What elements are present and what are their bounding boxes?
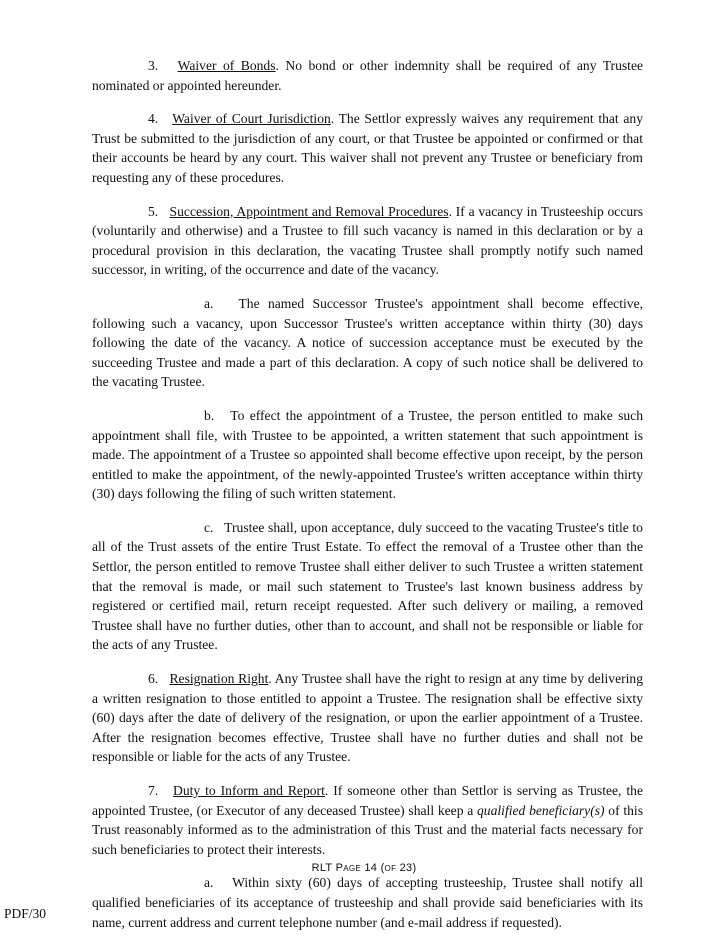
subsection-body: Within sixty (60) days of accepting trusteeship, Trustee shall notify all qualified beneficiaries of its acceptance of trusteeship and shall provide said beneficiaries with its name, current address and current telephone number (and e-mail address if requested).	[92, 875, 643, 930]
section-body-cont: of this Trust reasonably informed as to the administration of this Trust and the material facts necessary for such beneficiaries to protect their interests.	[92, 802, 644, 857]
pdf-stamp: PDF/30	[4, 906, 47, 921]
subsection-body: To effect the appointment of a Trustee, the person entitled to make such appointment shall file, with Trustee to be appointed, a written statement that such appointment is made. The appointment of a Trustee so appointed shall become effective upon receipt, by the person entitled to make the appointment, of the newly-appointed Trustee's written acceptance within thirty (30) days following the filing of such written statement.	[92, 407, 643, 502]
section-number: 3.	[148, 58, 159, 73]
section-number: 7.	[148, 783, 159, 798]
subsection-letter: b.	[204, 407, 215, 423]
section-number: 5.	[148, 203, 159, 219]
section-heading: Waiver of Court Jurisdiction	[172, 111, 331, 127]
section-7-duty-to-inform	[92, 781, 643, 859]
section-heading: Succession, Appointment and Removal Procedures	[169, 203, 449, 219]
subsection-5a	[92, 294, 643, 392]
section-body: . No bond or other indemnity shall be required of any Trustee nominated or appointed hereunder.	[92, 58, 644, 93]
section-3-waiver-of-bonds	[92, 56, 643, 95]
section-body: . The Settlor expressly waives any requirement that any Trust be submitted to the jurisdiction of any court, or that Trustee be appointed or confirmed or that their accounts be heard by any court. This waiver shall not prevent any Trustee or beneficiary from requesting any of these procedures.	[92, 111, 643, 185]
subsection-letter: a.	[204, 875, 214, 891]
section-4-waiver-of-court-jurisdiction	[92, 109, 643, 187]
page-footer: RLT Page 14 (of 23)	[311, 862, 417, 874]
subsection-body: Trustee shall, upon acceptance, duly succeed to the vacating Trustee's title to all of the Trust assets of the entire Trust Estate. To effect the removal of a Trustee other than the Settlor, the person entitled to remove Trustee shall either deliver to such Trustee a written statement that the removal is made, or mail such statement to Trustee's last known business address by registered or certified mail, return receipt requested. After such delivery or mailing, a removed Trustee shall have no further duties, other than to account, and shall not be responsible or liable for the acts of any Trustee.	[92, 519, 643, 653]
section-body: . Any Trustee shall have the right to resign at any time by delivering a written resignation to those entitled to appoint a Trustee. The resignation shall be effective sixty (60) days after the date of delivery of the resignation, or upon the earlier appointment of a Trustee. After the resignation becomes effective, Trustee shall have no further duties and shall not be responsible or liable for the acts of any Trustee.	[92, 671, 643, 765]
section-heading: Duty to Inform and Report	[173, 783, 325, 798]
section-number: 4.	[148, 111, 159, 127]
section-heading: Resignation Right	[169, 671, 269, 687]
section-body: . If a vacancy in Trusteeship occurs (voluntarily and otherwise) and a Trustee to fill such vacancy is named in this declaration or by a procedural provision in this declaration, the vacating Trustee shall promptly notify such named successor, in writing, of the occurrence and date of the vacancy.	[92, 203, 643, 278]
italic-term: qualified beneficiary(s)	[477, 802, 605, 818]
subsection-5c	[92, 518, 643, 655]
section-5-succession	[92, 202, 643, 280]
subsection-letter: c.	[204, 519, 214, 535]
document-page	[92, 56, 643, 946]
subsection-5b	[92, 406, 643, 504]
section-6-resignation-right	[92, 669, 643, 767]
section-number: 6.	[148, 671, 159, 687]
subsection-7a	[92, 873, 643, 932]
section-heading: Waiver of Bonds	[177, 58, 276, 73]
section-body: . If someone other than Settlor is serving as Trustee, the appointed Trustee, (or Executor of any deceased Trustee) shall keep a	[92, 783, 643, 818]
subsection-letter: a.	[204, 295, 214, 311]
subsection-body: The named Successor Trustee's appointment shall become effective, following such a vacancy, upon Successor Trustee's written acceptance within thirty (30) days following the date of the vacancy. A notice of succession acceptance must be executed by the succeeding Trustee and made a part of this declaration. A copy of such notice shall be delivered to the vacating Trustee.	[92, 295, 643, 390]
